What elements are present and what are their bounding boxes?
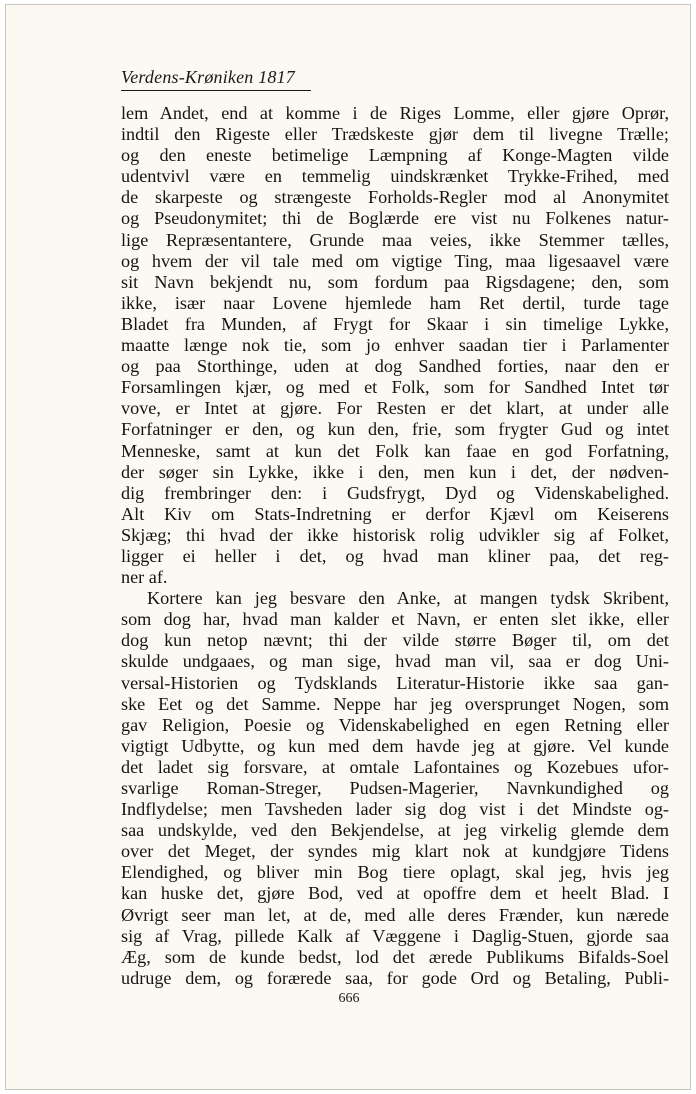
text-line: svarlige Roman-Streger, Pudsen-Magerier, Navnkundighed og bbox=[121, 778, 669, 798]
text-line: Menneske, samt at kun det Folk kan faae en god Forfatning, bbox=[121, 440, 669, 461]
text-line: og hvem der vil tale med om vigtige Ting, maa ligesaavel være bbox=[121, 250, 669, 271]
text-line: Forfatninger er den, og kun den, frie, som frygter Gud og intet bbox=[121, 419, 669, 440]
text-line: indtil den Rigeste eller Trædskeste gjør dem til livegne Trælle; bbox=[121, 124, 669, 145]
text-line: maatte længe nok tie, som jo enhver saadan tier i Parlamenter bbox=[121, 335, 669, 356]
text-line: vove, er Intet at gjøre. For Resten er det klart, at under alle bbox=[121, 398, 669, 419]
text-line: sig af Vrag, pillede Kalk af Væggene i Daglig-Stuen, gjorde saa bbox=[121, 925, 669, 946]
text-line: versal-Historien og Tydsklands Literatur-Historie ikke saa gan- bbox=[121, 672, 669, 693]
text-line: over det Meget, der syndes mig klart nok at kundgjøre Tidens bbox=[121, 841, 669, 862]
text-line: Indflydelse; men Tavsheden lader sig dog vist i det Mindste og- bbox=[121, 799, 669, 820]
text-line: Alt Kiv om Stats-Indretning er derfor Kjævl om Keiserens bbox=[121, 503, 669, 524]
text-line: Elendighed, og bliver min Bog tiere oplagt, skal jeg, hvis jeg bbox=[121, 862, 669, 883]
text-line: og Pseudonymitet; thi de Boglærde ere vist nu Folkenes natur- bbox=[121, 208, 669, 229]
text-line: lem Andet, end at komme i de Riges Lomme, eller gjøre Oprør, bbox=[121, 103, 669, 123]
text-line: dog kun netop nævnt; thi der vilde større Bøger til, om det bbox=[121, 630, 669, 651]
paragraph-end-line: ner af. bbox=[121, 567, 168, 588]
text-line: der søger sin Lykke, ikke i den, men kun i det, der nødven- bbox=[121, 461, 669, 482]
text-line: Bladet fra Munden, af Frygt for Skaar i sin timelige Lykke, bbox=[121, 313, 669, 334]
text-line: dig frembringer den: i Gudsfrygt, Dyd og Videnskabelighed. bbox=[121, 482, 669, 503]
text-line: ikke, især naar Lovene hjemlede ham Ret dertil, turde tage bbox=[121, 292, 669, 313]
book-page bbox=[5, 4, 691, 1090]
body-text bbox=[121, 103, 669, 989]
text-line: udentvivl være en temmelig uindskrænket Trykke-Frihed, med bbox=[121, 166, 669, 187]
text-line: skulde undgaaes, og man sige, hvad man vil, saa er dog Uni- bbox=[121, 651, 669, 672]
text-line: som dog har, hvad man kalder et Navn, er enten slet ikke, eller bbox=[121, 609, 669, 630]
text-line: det ladet sig forsvare, at omtale Lafontaines og Kozebues ufor- bbox=[121, 756, 669, 777]
text-line: lige Repræsentantere, Grunde maa veies, ikke Stemmer tælles, bbox=[121, 229, 669, 250]
text-line: ske Eet og det Samme. Neppe har jeg oversprunget Nogen, som bbox=[121, 693, 669, 714]
text-line: og den eneste betimelige Læmpning af Konge-Magten vilde bbox=[121, 145, 669, 166]
text-line: Forsamlingen kjær, og med et Folk, som for Sandhed Intet tør bbox=[121, 377, 669, 398]
text-line: og paa Storthinge, uden at dog Sandhed forties, naar den er bbox=[121, 356, 669, 377]
text-line: Skjæg; thi hvad der ikke historisk rolig udvikler sig af Folket, bbox=[121, 524, 669, 545]
text-line: kan huske det, gjøre Bod, ved at opoffre dem et heelt Blad. I bbox=[121, 883, 669, 904]
text-line: de skarpeste og strængeste Forholds-Regler mod al Anonymitet bbox=[121, 187, 669, 208]
text-line: udruge dem, og forærede saa, for gode Ord og Betaling, Publi- bbox=[121, 967, 669, 988]
text-line: sit Navn bekjendt nu, som fordum paa Rigsdagene; den, som bbox=[121, 271, 669, 292]
text-line: vigtigt Udbytte, og kun med dem havde jeg at gjøre. Vel kunde bbox=[121, 735, 669, 756]
text-line: Æg, som de kunde bedst, lod det ærede Publikums Bifalds-Soel bbox=[121, 946, 669, 967]
text-line: gav Religion, Poesie og Videnskabelighed en egen Retning eller bbox=[121, 714, 669, 735]
running-title: Verdens-Krøniken 1817 bbox=[121, 67, 296, 87]
text-line: ligger ei heller i det, og hvad man kliner paa, det reg- bbox=[121, 545, 669, 566]
page-number: 666 bbox=[338, 991, 360, 1006]
text-line: saa undskylde, ved den Bekjendelse, at jeg virkelig glemde dem bbox=[121, 820, 669, 841]
paragraph-start-line: Kortere kan jeg besvare den Anke, at mangen tydsk Skribent, bbox=[147, 588, 669, 609]
text-line: Øvrigt seer man let, at de, med alle deres Frænder, kun nærede bbox=[121, 904, 669, 925]
header-rule bbox=[121, 90, 311, 91]
